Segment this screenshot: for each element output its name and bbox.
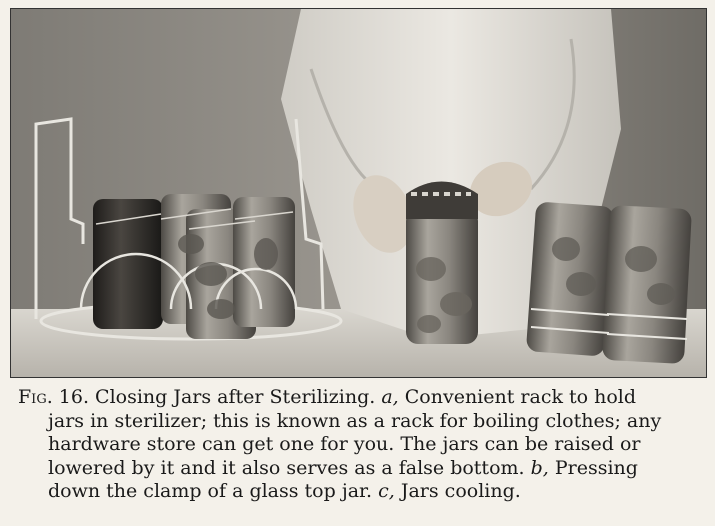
caption-line-1 [18, 386, 698, 410]
caption-text-5: down the clamp of a glass top jar. [48, 480, 373, 502]
caption-title: Closing Jars after Sterilizing. [95, 386, 376, 408]
caption-text-4: lowered by it and it also serves as a false bottom. [48, 456, 525, 479]
figure-photo [10, 8, 707, 378]
item-b-letter: b, [530, 456, 549, 479]
figure-label: Fig. 16. [18, 386, 89, 408]
caption-line-3: hardware store can get one for you. The jars can be raised or [48, 433, 641, 455]
item-b-text: Pressing [554, 456, 638, 479]
photo-illustration [11, 9, 706, 377]
item-c-letter: c, [378, 480, 395, 502]
caption-line-4 [18, 457, 698, 481]
item-c-text: Jars cooling. [400, 480, 521, 502]
caption-line-2: jars in sterilizer; this is known as a rack for boiling clothes; any [48, 409, 662, 432]
caption-line-5 [18, 480, 698, 504]
item-a-letter: a, [381, 386, 399, 408]
figure-caption [18, 386, 698, 504]
item-a-text: Convenient rack to hold [404, 386, 637, 408]
